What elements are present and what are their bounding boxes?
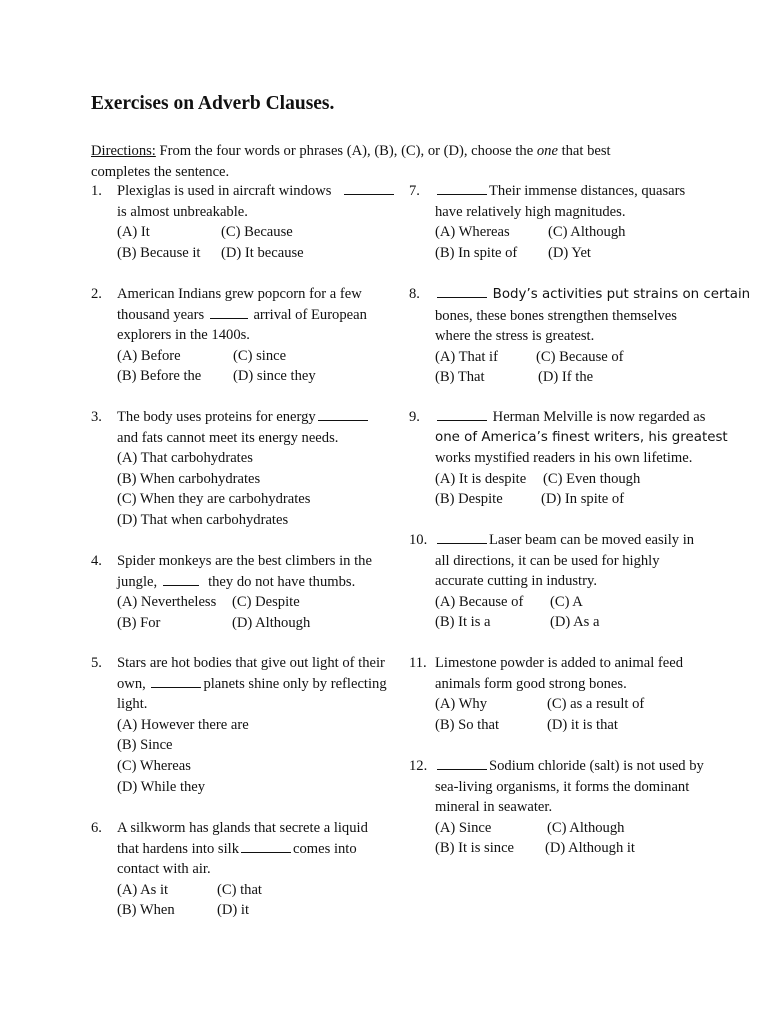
question-number: 12. xyxy=(409,758,428,774)
question-stem: The body uses proteins for energy xyxy=(117,409,316,425)
option-d[interactable]: (D) If the xyxy=(538,369,594,386)
answer-blank xyxy=(163,573,199,586)
question-6: 6. A silkworm has glands that secrete a liquid that hardens into silk comes into contact with air. (A) As it (C) that (B) When (D) it xyxy=(91,818,401,921)
question-number: 4. xyxy=(91,553,102,569)
option-c[interactable]: (C) Whereas xyxy=(117,757,191,774)
option-b[interactable]: (B) It is since xyxy=(435,840,515,857)
option-c[interactable]: (C) A xyxy=(550,593,583,610)
answer-blank xyxy=(437,408,487,421)
option-a[interactable]: (A) That carbohydrates xyxy=(117,450,253,467)
option-b[interactable]: (B) When xyxy=(117,902,175,919)
directions-emphasis: one xyxy=(536,143,558,159)
question-number: 11. xyxy=(409,655,427,671)
option-b[interactable]: (B) So that xyxy=(435,716,500,733)
directions-text-a: From the four words or phrases (A), (B), (C), or (D), choose the xyxy=(155,143,537,159)
option-d[interactable]: (D) it is that xyxy=(547,716,618,733)
option-c[interactable]: (C) that xyxy=(217,881,262,898)
option-a[interactable]: (A) As it xyxy=(117,881,169,898)
option-c[interactable]: (C) since xyxy=(233,347,287,364)
question-2: 2. American Indians grew popcorn for a few thousand years arrival of European explorers in the 1400s. (A) Before (C) since (B) Before the (D) since they xyxy=(91,284,391,387)
question-9: 9. Herman Melville is now regarded as one of America’s finest writers, his greatest works mystified readers in his own lifetime. (A) It is despite (C) Even though (B) Despite (D) In spite of xyxy=(409,407,739,510)
option-c[interactable]: (C) Despite xyxy=(232,594,300,611)
answer-blank xyxy=(241,840,291,853)
option-b[interactable]: (B) For xyxy=(117,614,161,631)
option-c[interactable]: (C) Even though xyxy=(543,470,641,487)
option-d[interactable]: (D) That when carbohydrates xyxy=(117,511,289,528)
question-4: 4. Spider monkeys are the best climbers in the jungle, they do not have thumbs. (A) Nevertheless (C) Despite (B) For (D) Although xyxy=(91,551,401,633)
option-d[interactable]: (D) While they xyxy=(117,778,206,795)
option-d[interactable]: (D) Although it xyxy=(545,840,635,857)
option-c[interactable]: (C) Because of xyxy=(536,348,624,365)
question-stem: Plexiglas is used in aircraft windows xyxy=(117,183,332,199)
question-8: 8. Body’s activities put strains on certain bones, these bones strengthen themselves where the stress is greatest. (A) That if (C) Because of (B) That (D) If the xyxy=(409,284,739,388)
option-a[interactable]: (A) Before xyxy=(117,347,181,364)
option-b[interactable]: (B) It is a xyxy=(435,614,491,631)
directions xyxy=(91,141,651,182)
question-number: 1. xyxy=(91,183,102,199)
option-d[interactable]: (D) In spite of xyxy=(541,491,625,508)
option-a[interactable]: (A) Why xyxy=(435,696,488,713)
question-number: 10. xyxy=(409,532,428,548)
question-number: 9. xyxy=(409,409,420,425)
option-b[interactable]: (B) In spite of xyxy=(435,244,518,261)
option-d[interactable]: (D) it xyxy=(217,902,250,919)
question-stem-cont: is almost unbreakable. xyxy=(117,203,248,220)
question-5: 5. Stars are hot bodies that give out light of their own, planets shine only by reflecting light. (A) However there are (B) Since (C) Whereas (D) While they xyxy=(91,653,401,797)
option-d[interactable]: (D) Yet xyxy=(548,244,591,261)
option-c[interactable]: (C) Although xyxy=(547,819,625,836)
option-b[interactable]: (B) That xyxy=(435,369,485,386)
answer-blank xyxy=(437,757,487,770)
answer-blank xyxy=(318,408,368,421)
answer-blank xyxy=(437,182,487,195)
answer-blank xyxy=(437,285,487,298)
option-b[interactable]: (B) Before the xyxy=(117,368,202,385)
option-d[interactable]: (D) since they xyxy=(233,368,316,385)
option-d[interactable]: (D) As a xyxy=(550,614,600,631)
option-d[interactable]: (D) It because xyxy=(221,244,304,261)
question-10: 10. Laser beam can be moved easily in all directions, it can be used for highly accurate cutting in industry. (A) Because of (C) A (B) It is a (D) As a xyxy=(409,530,729,633)
option-c[interactable]: (C) Because xyxy=(221,224,293,241)
option-b[interactable]: (B) Since xyxy=(117,737,173,754)
option-c[interactable]: (C) When they are carbohydrates xyxy=(117,491,311,508)
option-a[interactable]: (A) That if xyxy=(435,348,498,365)
option-b[interactable]: (B) Despite xyxy=(435,491,503,508)
question-number: 5. xyxy=(91,655,102,671)
question-12: 12. Sodium chloride (salt) is not used by sea-living organisms, it forms the dominant mineral in seawater. (A) Since (C) Although (B) It is since (D) Although it xyxy=(409,756,729,859)
question-3 xyxy=(91,407,391,531)
answer-blank xyxy=(344,182,394,195)
option-c[interactable]: (C) as a result of xyxy=(547,696,645,713)
question-1 xyxy=(91,181,411,263)
answer-blank xyxy=(437,531,487,544)
option-b[interactable]: (B) When carbohydrates xyxy=(117,470,261,487)
question-number: 7. xyxy=(409,183,420,199)
question-number: 3. xyxy=(91,409,102,425)
answer-blank xyxy=(210,306,248,319)
question-number: 8. xyxy=(409,286,420,302)
option-a[interactable]: (A) However there are xyxy=(117,716,249,733)
option-c[interactable]: (C) Although xyxy=(548,224,626,241)
answer-blank xyxy=(151,675,201,688)
question-11: 11. Limestone powder is added to animal feed animals form good strong bones. (A) Why (C) as a result of (B) So that (D) it is that xyxy=(409,653,729,735)
question-number: 2. xyxy=(91,286,102,302)
question-stem-cont: and fats cannot meet its energy needs. xyxy=(117,429,339,446)
option-a[interactable]: (A) Nevertheless xyxy=(117,594,217,611)
option-a[interactable]: (A) Because of xyxy=(435,593,524,610)
option-d[interactable]: (D) Although xyxy=(232,614,311,631)
directions-text-b: that best completes the sentence. xyxy=(91,143,611,180)
directions-label: Directions: xyxy=(91,143,156,159)
option-b[interactable]: (B) Because it xyxy=(117,244,201,261)
page-title: Exercises on Adverb Clauses. xyxy=(91,93,335,114)
question-7: 7. Their immense distances, quasars have relatively high magnitudes. (A) Whereas (C) Although (B) In spite of (D) Yet xyxy=(409,181,729,263)
option-a[interactable]: (A) Whereas xyxy=(435,224,510,241)
option-a[interactable]: (A) It xyxy=(117,224,150,241)
question-number: 6. xyxy=(91,820,102,836)
option-a[interactable]: (A) Since xyxy=(435,819,492,836)
option-a[interactable]: (A) It is despite xyxy=(435,470,527,487)
